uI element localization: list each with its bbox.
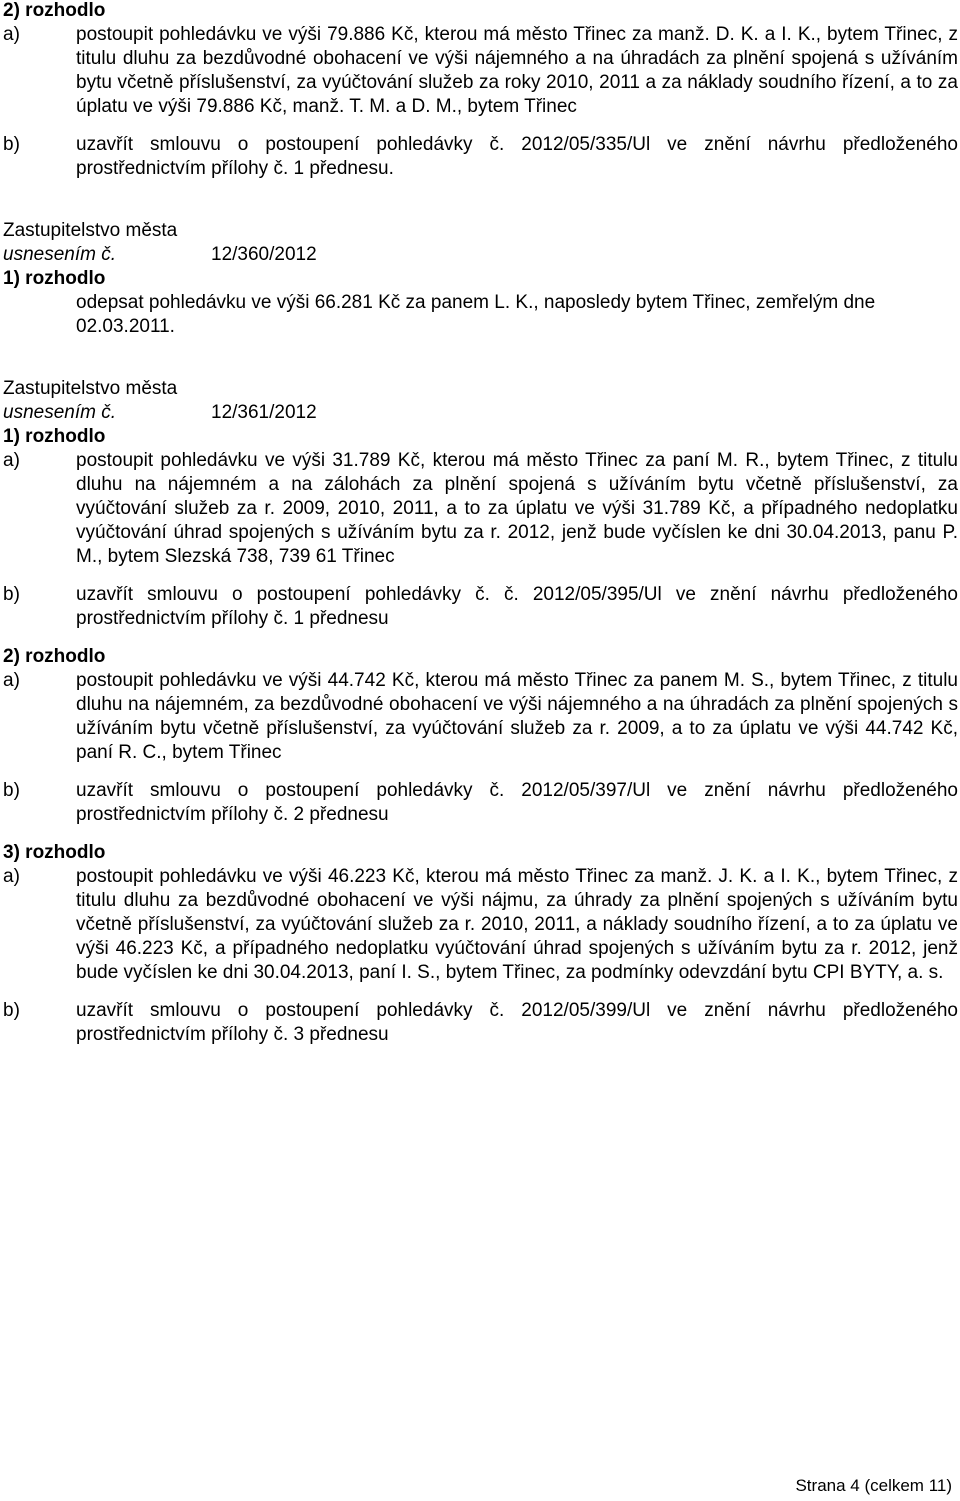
item-label: a) xyxy=(3,670,20,691)
list-item xyxy=(3,23,958,119)
item-text: postoupit pohledávku ve výši 79.886 Kč, kterou má město Třinec za manž. D. K. a I. K., bytem Třinec, z titulu dluhu za bezdůvodné obohacení ve výši nájemného a na úhradách za plnění spojená s užíváním bytu včetně příslušenství, za vyúčtování služeb za roky 2010, 2011 a za náklady soudního řízení, a to za úplatu ve výši 79.886 Kč, manž. T. M. a D. M., bytem Třinec xyxy=(76,24,958,117)
resolution-number: 12/361/2012 xyxy=(211,402,317,423)
item-label: b) xyxy=(3,134,20,155)
council-title: Zastupitelstvo města xyxy=(3,378,178,399)
council-title: Zastupitelstvo města xyxy=(3,220,178,241)
list-item xyxy=(3,865,958,985)
section-heading: 1) rozhodlo xyxy=(3,426,106,447)
resolution-number: 12/360/2012 xyxy=(211,244,317,265)
list-item xyxy=(3,583,958,631)
list-item xyxy=(3,669,958,765)
item-text: uzavřít smlouvu o postoupení pohledávky č. 2012/05/399/Ul ve znění návrhu předloženého prostřednictvím přílohy č. 3 přednesu xyxy=(76,1000,958,1045)
list-item xyxy=(3,999,958,1047)
item-text: uzavřít smlouvu o postoupení pohledávky č. 2012/05/335/Ul ve znění návrhu předloženého prostřednictvím přílohy č. 1 přednesu. xyxy=(76,134,958,179)
item-text: postoupit pohledávku ve výši 44.742 Kč, kterou má město Třinec za panem M. S., bytem Třinec, z titulu dluhu na nájemném, za bezdůvodné obohacení ve výši nájemného a na úhradách za plnění spojených s užíváním bytu včetně příslušenství, za vyúčtování služeb za r. 2009, a to za úplatu ve výši 44.742 Kč, paní R. C., bytem Třinec xyxy=(76,670,958,763)
section-heading: 2) rozhodlo xyxy=(3,646,106,667)
item-text: postoupit pohledávku ve výši 46.223 Kč, kterou má město Třinec za manž. J. K. a I. K., bytem Třinec, z titulu dluhu za bezdůvodné obohacení ve výši nájmu, za úhrady za plnění spojených s užíváním bytu včetně příslušenství, za vyúčtování služeb za r. 2010, 2011, a náklady soudního řízení, a to za úplatu ve výši 46.223 Kč, a případného nedoplatku vyúčtování úhrad spojených s užíváním bytu za r. 2012, jenž bude vyčíslen ke dni 30.04.2013, paní I. S., bytem Třinec, za podmínky odevzdání bytu CPI BYTY, a. s. xyxy=(76,866,958,983)
item-label: a) xyxy=(3,24,20,45)
page-number-footer: Strana 4 (celkem 11) xyxy=(795,1476,952,1495)
item-text: odepsat pohledávku ve výši 66.281 Kč za panem L. K., naposledy bytem Třinec, zemřelým dne 02.03.2011. xyxy=(76,292,876,337)
item-label: b) xyxy=(3,1000,20,1021)
item-text: uzavřít smlouvu o postoupení pohledávky č. č. 2012/05/395/Ul ve znění návrhu předloženého prostřednictvím přílohy č. 1 přednesu xyxy=(76,584,958,629)
resolution-number-line xyxy=(3,401,958,425)
resolution-label: usnesením č. xyxy=(3,244,116,265)
item-label: b) xyxy=(3,780,20,801)
section-heading: 3) rozhodlo xyxy=(3,842,106,863)
item-label: b) xyxy=(3,584,20,605)
resolution-number-line xyxy=(3,243,958,267)
list-item xyxy=(3,779,958,827)
document-content xyxy=(3,0,958,1047)
list-item xyxy=(3,133,958,181)
item-text: postoupit pohledávku ve výši 31.789 Kč, kterou má město Třinec za paní M. R., bytem Třinec, z titulu dluhu na nájemném a na zálohách za plnění spojená s užíváním bytu včetně příslušenství, za vyúčtování služeb za r. 2009, 2010, 2011, a to za úplatu ve výši 31.789 Kč, a případného nedoplatku vyúčtování úhrad spojených s užíváním bytu za r. 2012, jenž bude vyčíslen ke dni 30.04.2013, panu P. M., bytem Slezská 738, 739 61 Třinec xyxy=(76,450,958,567)
item-label: a) xyxy=(3,866,20,887)
section-heading: 2) rozhodlo xyxy=(3,0,106,21)
item-text: uzavřít smlouvu o postoupení pohledávky č. 2012/05/397/Ul ve znění návrhu předloženého prostřednictvím přílohy č. 2 přednesu xyxy=(76,780,958,825)
item-label: a) xyxy=(3,450,20,471)
section-heading: 1) rozhodlo xyxy=(3,268,106,289)
resolution-label: usnesením č. xyxy=(3,402,116,423)
list-item xyxy=(3,449,958,569)
